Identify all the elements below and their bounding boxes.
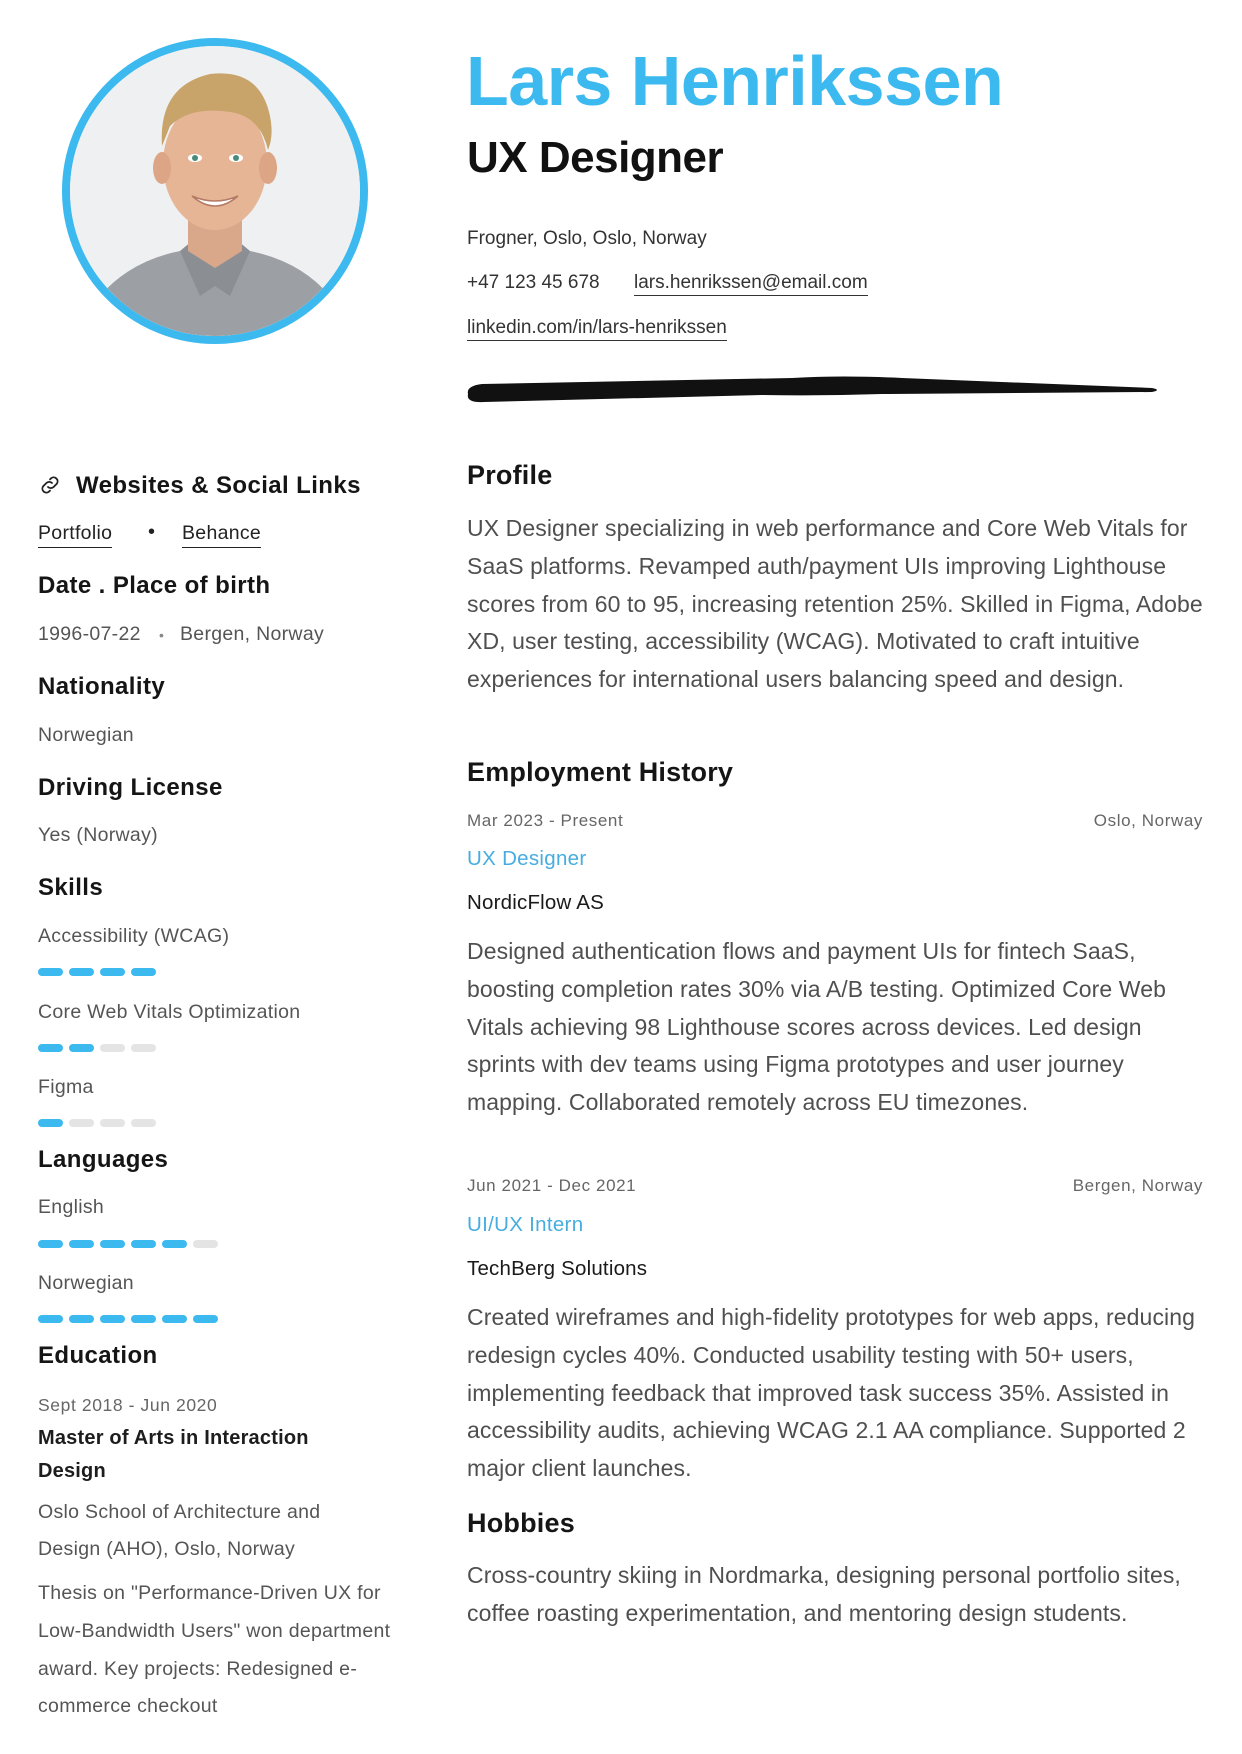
birth-heading: Date . Place of birth (38, 572, 271, 599)
language-level-bar (38, 1240, 218, 1248)
level-segment (100, 1119, 125, 1127)
skill-name: Core Web Vitals Optimization (38, 1001, 301, 1023)
level-segment (131, 968, 156, 976)
level-segment (38, 1240, 63, 1248)
job-employer: TechBerg Solutions (467, 1257, 648, 1280)
level-segment (100, 968, 125, 976)
level-segment (100, 1044, 125, 1052)
nationality-heading: Nationality (38, 673, 166, 700)
job-title: UX Designer (467, 847, 587, 870)
skill-level-bar (38, 1044, 156, 1052)
skill-level-bar (38, 968, 156, 976)
level-segment (131, 1240, 156, 1248)
link-icon (38, 473, 64, 499)
skill-name: Figma (38, 1076, 94, 1098)
candidate-title: UX Designer (467, 133, 724, 182)
level-segment (162, 1240, 187, 1248)
job-dates: Mar 2023 - Present (467, 811, 624, 830)
level-segment (100, 1315, 125, 1323)
education-school: Oslo School of Architecture and Design (AHO), Oslo, Norway (38, 1501, 321, 1560)
language-level-bar (38, 1315, 218, 1323)
level-segment (69, 1044, 94, 1052)
contact-location: Frogner, Oslo, Oslo, Norway (467, 228, 707, 249)
job-employer: NordicFlow AS (467, 891, 605, 914)
contact-email-link[interactable]: lars.henrikssen@email.com (634, 273, 868, 296)
languages-heading: Languages (38, 1146, 169, 1173)
skill-level-bar (38, 1119, 156, 1127)
level-segment (38, 1315, 63, 1323)
level-segment (193, 1240, 218, 1248)
portfolio-link[interactable]: Portfolio (38, 524, 112, 548)
contact-linkedin-link[interactable]: linkedin.com/in/lars-henrikssen (467, 318, 727, 341)
brush-stroke-divider (462, 372, 1162, 408)
level-segment (193, 1315, 218, 1323)
education-description: Thesis on "Performance-Driven UX for Low-Bandwidth Users" won department award. Key projects: Redesigned e-commerce checkout (38, 1582, 391, 1718)
level-segment (69, 1240, 94, 1248)
job-dates: Jun 2021 - Dec 2021 (467, 1176, 637, 1195)
job-location: Bergen, Norway (1072, 1176, 1203, 1195)
job-description: Created wireframes and high-fidelity prototypes for web apps, reducing redesign cycles 40%. Conducted usability testing with 50+ users, implementing feedback that improved task success 35%. Assisted in accessibility audits, achieving WCAG 2.1 AA compliance. Supported 2 major client launches. (467, 1304, 1196, 1482)
hobbies-text: Cross-country skiing in Nordmarka, designing personal portfolio sites, coffee roasting experimentation, and mentoring design students. (467, 1562, 1181, 1626)
job-location: Oslo, Norway (1093, 811, 1203, 830)
birth-date: 1996-07-22 (38, 623, 141, 645)
level-segment (131, 1315, 156, 1323)
job-title: UI/UX Intern (467, 1213, 584, 1236)
level-segment (131, 1044, 156, 1052)
level-segment (38, 968, 63, 976)
profile-photo (62, 38, 368, 344)
nationality-value: Norwegian (38, 724, 134, 746)
level-segment (69, 1315, 94, 1323)
links-heading: Websites & Social Links (76, 472, 361, 499)
profile-text: UX Designer specializing in web performance and Core Web Vitals for SaaS platforms. Revamped auth/payment UIs improving Lighthouse scores from 60 to 95, increasing retention 25%. Skilled in Figma, Adobe XD, user testing, accessibility (WCAG). Motivated to craft intuitive experiences for international users balancing speed and design. (467, 515, 1203, 693)
skills-heading: Skills (38, 874, 104, 901)
level-segment (38, 1044, 63, 1052)
level-segment (100, 1240, 125, 1248)
education-heading: Education (38, 1342, 158, 1369)
language-name: English (38, 1196, 105, 1218)
education-dates: Sept 2018 - Jun 2020 (38, 1395, 218, 1415)
education-degree: Master of Arts in Interaction Design (38, 1427, 309, 1482)
level-segment (38, 1119, 63, 1127)
level-segment (162, 1315, 187, 1323)
driving-license-value: Yes (Norway) (38, 824, 158, 846)
birth-place: Bergen, Norway (180, 623, 325, 645)
contact-phone: +47 123 45 678 (467, 272, 600, 293)
profile-heading: Profile (467, 460, 553, 490)
driving-license-heading: Driving License (38, 774, 223, 801)
links-separator: • (148, 521, 156, 543)
birth-separator: • (159, 627, 165, 643)
hobbies-heading: Hobbies (467, 1508, 575, 1538)
level-segment (131, 1119, 156, 1127)
employment-heading: Employment History (467, 757, 734, 787)
avatar-portrait (70, 46, 360, 336)
language-name: Norwegian (38, 1272, 134, 1294)
level-segment (69, 1119, 94, 1127)
candidate-name: Lars Henrikssen (466, 42, 1004, 120)
level-segment (69, 968, 94, 976)
job-description: Designed authentication flows and payment UIs for fintech SaaS, boosting completion rates 30% via A/B testing. Optimized Core Web Vitals achieving 98 Lighthouse scores across devices. Led design sprints with dev teams using Figma prototypes and user journey mapping. Collaborated remotely across EU timezones. (467, 938, 1166, 1116)
behance-link[interactable]: Behance (182, 524, 261, 548)
skill-name: Accessibility (WCAG) (38, 925, 230, 947)
